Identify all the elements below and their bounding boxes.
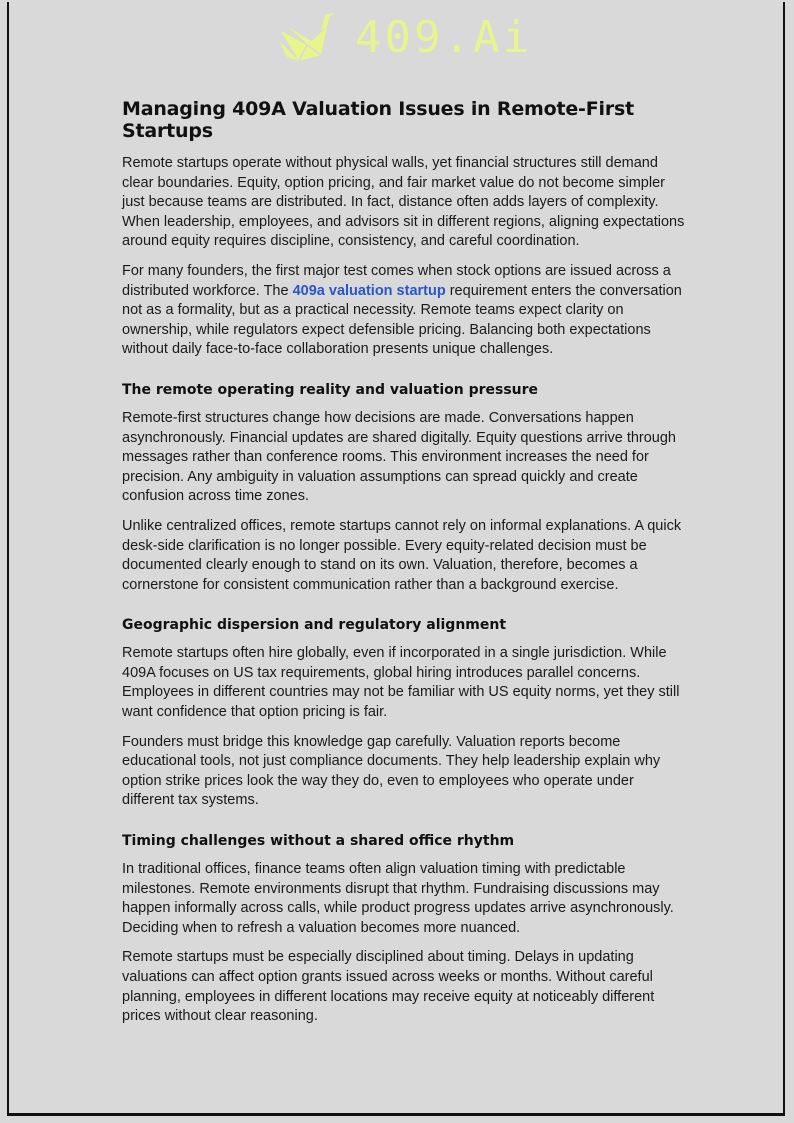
origami-bird-icon	[277, 11, 341, 65]
section-paragraph: Remote startups must be especially disciplined about timing. Delays in updating valuations can affect option grants issued across weeks or months. Without careful planning, employees in different locations may receive equity at noticeably different prices without clear reasoning.	[122, 949, 655, 1025]
section-heading: Geographic dispersion and regulatory alignment	[122, 617, 507, 634]
paragraph-text-after: requirement enters the conversation not as a formality, but as a practical necessity. Remote teams expect clarity on ownership, while regulators expect defensible pricing. Balancing both expectations without daily face-to-face collaboration presents unique challenges.	[122, 282, 682, 358]
section-heading: The remote operating reality and valuation pressure	[122, 381, 539, 398]
section-paragraph: Founders must bridge this knowledge gap carefully. Valuation reports become educational tools, not just compliance documents. They help leadership explain why option strike prices look the way they do, even to employees who operate under different tax systems.	[122, 733, 661, 809]
section-paragraph: Unlike centralized offices, remote startups cannot rely on informal explanations. A quick desk-side clarification is no longer possible. Every equity-related decision must be documented clearly enough to stand on its own. Valuation, therefore, becomes a cornerstone for consistent communication rather than a background exercise.	[122, 517, 682, 593]
article-body	[122, 98, 687, 1037]
brand-logo[interactable]	[277, 10, 537, 66]
paragraph-with-link	[122, 262, 687, 360]
logo-text: 409.Ai	[355, 12, 532, 63]
409a-valuation-link[interactable]: 409a valuation startup	[292, 282, 446, 299]
article-title: Managing 409A Valuation Issues in Remote-First Startups	[122, 98, 635, 142]
section-heading: Timing challenges without a shared office rhythm	[122, 833, 515, 850]
document-page	[7, 2, 785, 1116]
section-paragraph: Remote-first structures change how decisions are made. Conversations happen asynchronously. Financial updates are shared digitally. Equity questions arrive through messages rather than conference rooms. This environment increases the need for precision. Any ambiguity in valuation assumptions can spread quickly and create confusion across time zones.	[122, 409, 676, 505]
section-paragraph: In traditional offices, finance teams often align valuation timing with predictable milestones. Remote environments disrupt that rhythm. Fundraising discussions may happen informally across calls, while product progress updates arrive asynchronously. Deciding when to refresh a valuation becomes more nuanced.	[122, 861, 674, 936]
intro-paragraph: Remote startups operate without physical walls, yet financial structures still demand clear boundaries. Equity, option pricing, and fair market value do not become simpler just because teams are distributed. In fact, distance often adds layers of complexity. When leadership, employees, and advisors sit in different regions, aligning expectations around equity requires discipline, consistency, and careful coordination.	[122, 155, 685, 250]
section-paragraph: Remote startups often hire globally, even if incorporated in a single jurisdiction. While 409A focuses on US tax requirements, global hiring introduces parallel concerns. Employees in different countries may not be familiar with US equity norms, yet they still want confidence that option pricing is fair.	[122, 645, 680, 721]
paragraph-text-before: For many founders, the first major test comes when stock options are issued across a distributed workforce. The	[122, 262, 671, 299]
